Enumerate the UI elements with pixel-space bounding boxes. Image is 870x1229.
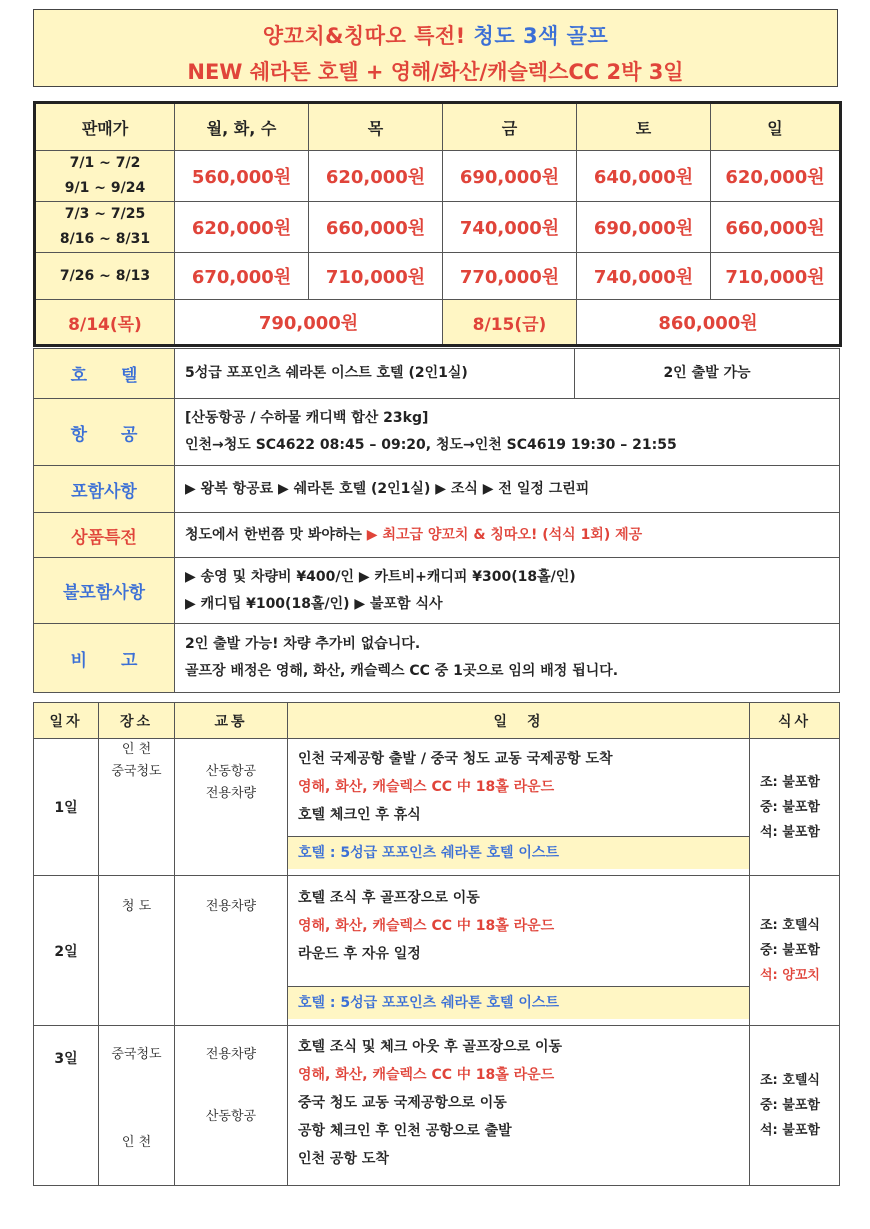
place-cell	[99, 876, 175, 1026]
price-cell: 740,000원	[443, 202, 577, 253]
place-cell	[99, 739, 175, 876]
meal-text: 중: 불포함	[760, 799, 820, 815]
itinerary-line: 공항 체크인 후 인천 공항으로 출발	[298, 1123, 512, 1139]
itinerary-cell	[288, 1026, 750, 1186]
period-cell: 7/26 ~ 8/13	[35, 253, 175, 300]
benefit-row	[34, 513, 840, 558]
place-text: 중국청도	[111, 764, 162, 779]
meal-text: 조: 호텔식	[760, 1073, 820, 1088]
info-table	[33, 348, 840, 693]
schedule-day-row	[34, 1026, 840, 1186]
special-price-row	[35, 300, 841, 346]
price-cell: 660,000원	[309, 202, 443, 253]
price-row	[35, 202, 841, 253]
title-highlight: 양꼬치&칭따오 특전!	[262, 24, 466, 48]
price-cell: 740,000원	[577, 253, 711, 300]
place-text: 청 도	[121, 899, 152, 914]
special-price-cell: 860,000원	[577, 300, 841, 346]
schedule-header-row	[34, 703, 840, 739]
schedule-day-row	[34, 876, 840, 1026]
price-cell: 620,000원	[711, 151, 841, 202]
price-cell: 620,000원	[175, 202, 309, 253]
itinerary-cell	[288, 739, 750, 876]
benefit-text: 청도에서 한번쯤 맛 봐야하는	[185, 526, 367, 543]
itinerary-line: 영해, 화산, 캐슬렉스 CC 中 18홀 라운드	[298, 918, 555, 934]
transport-cell	[175, 1026, 288, 1186]
price-cell: 640,000원	[577, 151, 711, 202]
remark-label: 비 고	[34, 624, 175, 693]
price-row	[35, 151, 841, 202]
hotel-label: 호 텔	[34, 349, 175, 399]
excluded-label: 불포함사항	[34, 558, 175, 624]
meal-text: 석: 양꼬치	[760, 968, 820, 983]
air-row	[34, 399, 840, 466]
benefit-value	[175, 513, 840, 558]
meal-cell	[750, 739, 840, 876]
schedule-header-cell: 일자	[34, 703, 99, 739]
remark-line: 골프장 배정은 영해, 화산, 캐슬렉스 CC 중 1곳으로 임의 배정 됩니다.	[185, 663, 619, 679]
benefit-highlight: ▶ 최고급 양꼬치 & 칭따오! (석식 1회) 제공	[366, 526, 643, 543]
price-header-row	[35, 103, 841, 151]
itinerary-line: 중국 청도 교동 국제공항으로 이동	[298, 1095, 507, 1111]
excluded-row	[34, 558, 840, 624]
meal-cell	[750, 876, 840, 1026]
day-cell: 2일	[34, 876, 99, 1026]
itinerary-line: 영해, 화산, 캐슬렉스 CC 中 18홀 라운드	[298, 779, 555, 795]
remark-row	[34, 624, 840, 693]
benefit-label: 상품특전	[34, 513, 175, 558]
excluded-line: ▶ 캐디팁 ¥100(18홀/인) ▶ 불포함 식사	[185, 595, 443, 612]
itinerary-line: 인천 국제공항 출발 / 중국 청도 교동 국제공항 도착	[298, 751, 613, 767]
included-label: 포함사항	[34, 466, 175, 513]
meal-text: 조: 불포함	[760, 774, 820, 790]
schedule-header-cell: 식사	[750, 703, 840, 739]
place-text: 인 천	[121, 742, 152, 757]
period-text: 7/1 ~ 7/2	[69, 155, 141, 171]
meal-text: 석: 불포함	[760, 824, 820, 840]
itinerary-line: 호텔 체크인 후 휴식	[298, 807, 421, 823]
price-cell: 690,000원	[577, 202, 711, 253]
period-text: 7/3 ~ 7/25	[64, 206, 146, 222]
itinerary-line: 호텔 조식 및 체크 아웃 후 골프장으로 이동	[298, 1039, 563, 1055]
itinerary-line: 인천 공항 도착	[298, 1151, 389, 1167]
remark-value	[175, 624, 840, 693]
price-header-cell: 월, 화, 수	[175, 103, 309, 151]
excluded-line: ▶ 송영 및 차량비 ¥400/인 ▶ 카트비+캐디피 ¥300(18홀/인)	[185, 568, 576, 585]
transport-text: 산동항공	[205, 764, 257, 779]
air-line: [산동항공 / 수하물 캐디백 합산 23kg]	[185, 410, 429, 426]
special-date-cell: 8/14(목)	[35, 300, 175, 346]
title-box	[33, 9, 838, 87]
schedule-header-cell: 교통	[175, 703, 288, 739]
air-value	[175, 399, 840, 466]
transport-text: 전용차량	[205, 899, 257, 914]
itinerary-line: 호텔 조식 후 골프장으로 이동	[298, 890, 480, 906]
hotel-row	[34, 349, 840, 399]
place-text: 인 천	[121, 1135, 152, 1150]
price-cell: 620,000원	[309, 151, 443, 202]
meal-text: 석: 불포함	[760, 1123, 820, 1138]
price-cell: 660,000원	[711, 202, 841, 253]
schedule-header-cell: 일 정	[288, 703, 750, 739]
price-cell: 710,000원	[309, 253, 443, 300]
price-header-cell: 판매가	[35, 103, 175, 151]
period-cell	[35, 151, 175, 202]
price-table	[33, 101, 842, 347]
excluded-value	[175, 558, 840, 624]
price-cell: 710,000원	[711, 253, 841, 300]
itinerary-cell	[288, 876, 750, 1026]
meal-text: 중: 불포함	[760, 1098, 820, 1113]
price-cell: 670,000원	[175, 253, 309, 300]
air-label: 항 공	[34, 399, 175, 466]
meal-cell	[750, 1026, 840, 1186]
itinerary-hotel: 호텔 : 5성급 포포인츠 쉐라톤 호텔 이스트	[288, 986, 749, 1019]
remark-line: 2인 출발 가능! 차량 추가비 없습니다.	[185, 636, 421, 652]
transport-text: 산동항공	[205, 1109, 257, 1124]
special-price-cell: 790,000원	[175, 300, 443, 346]
itinerary-hotel: 호텔 : 5성급 포포인츠 쉐라톤 호텔 이스트	[288, 836, 749, 869]
price-header-cell: 토	[577, 103, 711, 151]
transport-cell	[175, 739, 288, 876]
place-text: 중국청도	[111, 1047, 162, 1062]
period-text: 8/16 ~ 8/31	[59, 231, 151, 247]
price-cell: 770,000원	[443, 253, 577, 300]
place-cell	[99, 1026, 175, 1186]
day-cell: 3일	[34, 1026, 99, 1186]
meal-text: 조: 호텔식	[760, 918, 820, 933]
price-cell: 560,000원	[175, 151, 309, 202]
meal-text: 중: 불포함	[760, 943, 820, 958]
period-text: 9/1 ~ 9/24	[64, 180, 146, 196]
schedule-header-cell: 장소	[99, 703, 175, 739]
price-cell: 690,000원	[443, 151, 577, 202]
schedule-day-row	[34, 739, 840, 876]
transport-cell	[175, 876, 288, 1026]
price-header-cell: 일	[711, 103, 841, 151]
price-header-cell: 금	[443, 103, 577, 151]
schedule-table	[33, 702, 840, 1186]
title-subtitle: 청도 3색 골프	[465, 24, 609, 48]
special-date-cell: 8/15(금)	[443, 300, 577, 346]
title-line-2: NEW 쉐라톤 호텔 + 영해/화산/캐슬렉스CC 2박 3일	[187, 60, 684, 84]
itinerary-line: 라운드 후 자유 일정	[298, 946, 421, 962]
air-line: 인천→청도 SC4622 08:45 – 09:20, 청도→인천 SC4619 19:30 – 21:55	[185, 437, 677, 453]
price-header-cell: 목	[309, 103, 443, 151]
hotel-value: 5성급 포포인츠 쉐라톤 이스트 호텔 (2인1실)	[175, 349, 575, 399]
hotel-note: 2인 출발 가능	[575, 349, 840, 399]
included-value: ▶ 왕복 항공료 ▶ 쉐라톤 호텔 (2인1실) ▶ 조식 ▶ 전 일정 그린피	[175, 466, 840, 513]
period-cell	[35, 202, 175, 253]
transport-text: 전용차량	[205, 1047, 257, 1062]
day-cell: 1일	[34, 739, 99, 876]
price-row	[35, 253, 841, 300]
title-line-1	[34, 20, 837, 50]
itinerary-line: 영해, 화산, 캐슬렉스 CC 中 18홀 라운드	[298, 1067, 555, 1083]
transport-text: 전용차량	[205, 786, 257, 801]
included-row	[34, 466, 840, 513]
